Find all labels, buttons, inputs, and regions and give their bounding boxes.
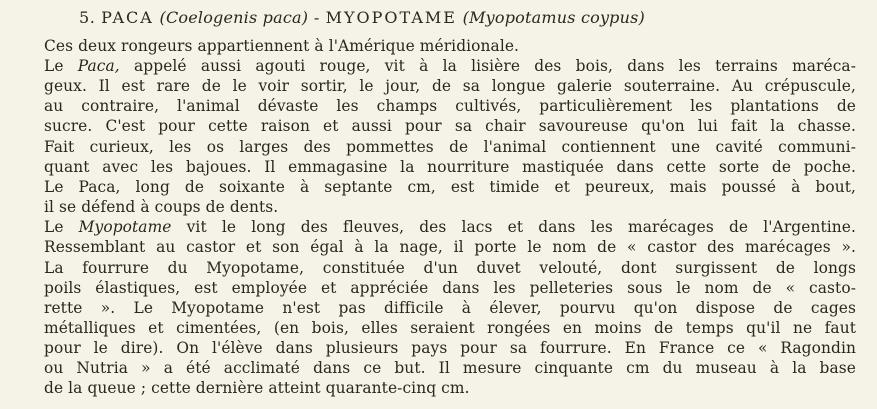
text-line: Fait curieux, les os larges des pommettes de l'animal contiennent une cavité communi- [44,138,856,156]
text-line: sucre. C'est pour cette raison et aussi pour sa chair savoureuse qu'on lui fait la chasse. [44,117,856,135]
text-line: Ressemblant au castor et son égal à la nage, il porte le nom de « castor des marécages ». [44,238,856,256]
text-line: Le Myopotame vit le long des fleuves, des lacs et dans les marécages de l'Argentine. [44,218,856,236]
text-line: geux. Il est rare de le voir sortir, le jour, de sa longue galerie souterraine. Au crépuscule, [44,77,856,95]
text-line: Ces deux rongeurs appartiennent à l'Amérique méridionale. [44,37,520,55]
text-line: ou Nutria » a été acclimaté dans ce but. Il mesure cinquante cm du museau à la base [44,359,856,377]
title-paca-latin: (Coelogenis paca) [159,8,309,27]
title-dash: - [313,8,320,27]
text-line: pour le dire). On l'élève dans plusieurs pays pour sa fourrure. En France ce « Ragondin [44,339,856,357]
text-line: Le Paca, appelé aussi agouti rouge, vit à la lisière des bois, dans les terrains maréca- [44,57,856,75]
section-title [79,7,645,29]
text-line: rette ». Le Myopotame n'est pas difficile à élever, pourvu qu'on dispose de cages [44,299,856,317]
text-line: au contraire, l'animal dévaste les champs cultivés, particulièrement les plantations de [44,97,856,115]
title-paca: PACA [101,8,154,27]
text-line: il se défend à coups de dents. [44,198,279,216]
title-myopotame: MYOPOTAME [325,8,457,27]
text-line: poils élastiques, est employée et appréciée dans les pelleteries sous le nom de « casto- [44,279,856,297]
section-number: 5. [79,8,96,27]
text-line: quant avec les bajoues. Il emmagasine la nourriture mastiquée dans cette sorte de poche. [44,158,856,176]
text-line: La fourrure du Myopotame, constituée d'un duvet velouté, dont surgissent de longs [44,259,856,277]
text-line: métalliques et cimentées, (en bois, elles seraient rongées en moins de temps qu'il ne faut [44,319,856,337]
text-line: de la queue ; cette dernière atteint quarante-cinq cm. [44,379,470,397]
text-line: Le Paca, long de soixante à septante cm, est timide et peureux, mais poussé à bout, [44,178,856,196]
title-myopotame-latin: (Myopotamus coypus) [462,8,645,27]
